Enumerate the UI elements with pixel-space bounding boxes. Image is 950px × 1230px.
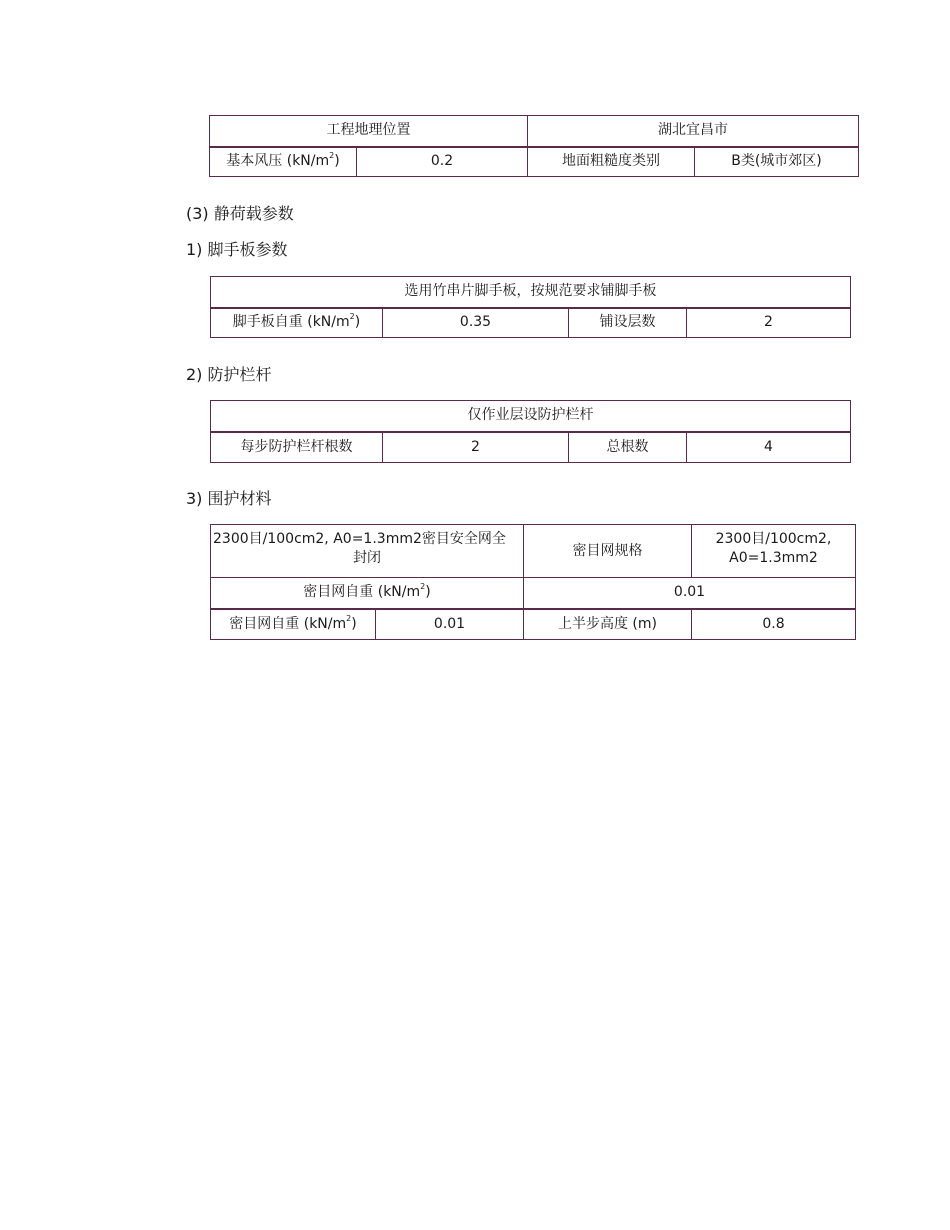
net-weight-label-2: 密目网自重 $(kN/m^2)$ [211,609,376,640]
enclosure-table [210,524,856,640]
roughness-value: B类(城市郊区) [695,147,859,177]
guardrail-table [210,400,851,463]
table-row [211,525,856,578]
table-row [210,147,859,177]
section-heading-guardrail: 2) 防护栏杆 [186,365,272,384]
table-row [211,277,851,308]
net-spec-value-line2: A0=1.3mm2 [729,550,818,566]
table-row [211,401,851,432]
location-label: 工程地理位置 [210,116,528,147]
table-row [211,609,856,640]
location-wind-table [209,115,859,177]
table-row [211,432,851,463]
net-spec-value-line1: 2300目/100cm2, [715,531,832,547]
net-description [211,525,524,578]
half-step-height-label: 上半步高度 (m) [524,609,692,640]
board-header: 选用竹串片脚手板，按规范要求铺脚手板 [211,277,851,308]
section-heading-static-load: (3) 静荷载参数 [186,204,294,223]
scaffold-board-table [210,276,851,338]
wind-pressure-label: 基本风压 $(kN/m^2)$ [210,147,357,177]
board-layers-value: 2 [687,308,851,338]
guardrail-per-step-value: 2 [383,432,569,463]
section-heading-enclosure: 3) 围护材料 [186,489,272,508]
table-row [211,308,851,338]
board-layers-label: 铺设层数 [569,308,687,338]
wind-pressure-value: 0.2 [357,147,528,177]
guardrail-header: 仅作业层设防护栏杆 [211,401,851,432]
net-spec-value [692,525,856,578]
table-row [210,116,859,147]
guardrail-total-value: 4 [687,432,851,463]
net-weight-value-2: 0.01 [376,609,524,640]
board-weight-label: 脚手板自重 $(kN/m^2)$ [211,308,383,338]
net-description-line2: 封闭 [353,550,381,566]
board-weight-value: 0.35 [383,308,569,338]
net-weight-label: 密目网自重 $(kN/m^2)$ [211,578,524,609]
net-spec-label: 密目网规格 [524,525,692,578]
guardrail-total-label: 总根数 [569,432,687,463]
section-heading-scaffold-board: 1) 脚手板参数 [186,240,288,259]
net-weight-value: 0.01 [524,578,856,609]
net-description-line1: 2300目/100cm2, A0=1.3mm2密目安全网全 [213,531,506,547]
table-row [211,578,856,609]
half-step-height-value: 0.8 [692,609,856,640]
roughness-label: 地面粗糙度类别 [528,147,695,177]
location-value: 湖北宜昌市 [528,116,859,147]
guardrail-per-step-label: 每步防护栏杆根数 [211,432,383,463]
